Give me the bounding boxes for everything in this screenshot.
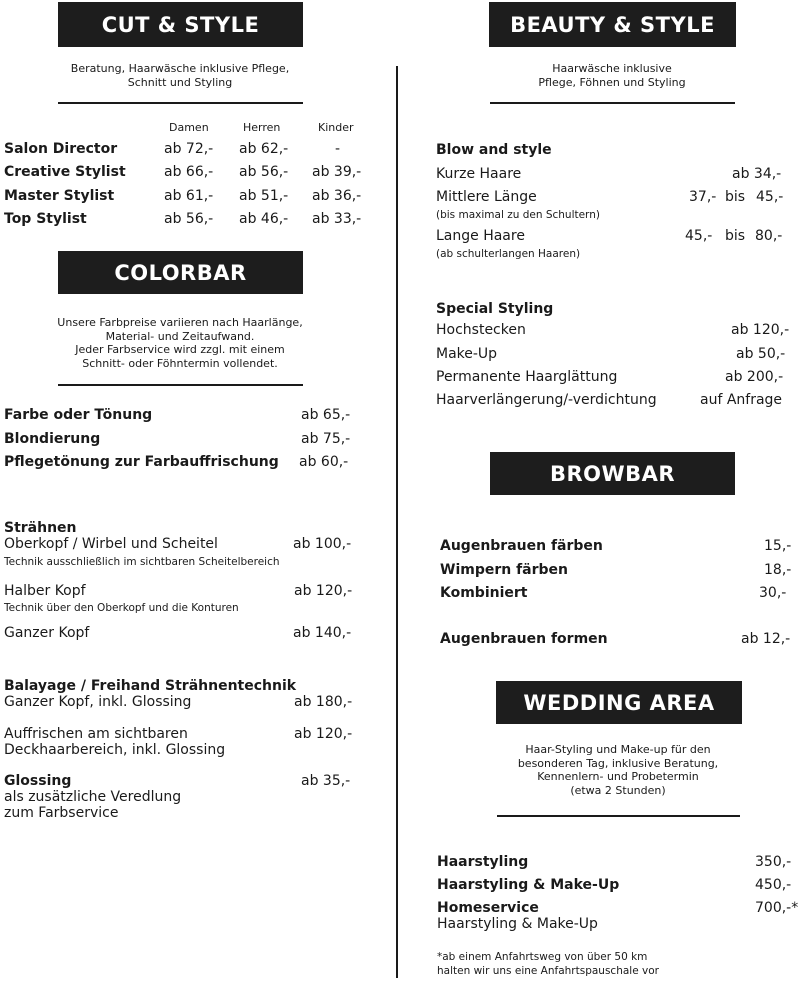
- price-herren: ab 56,-: [239, 164, 289, 180]
- lange-haare-label: Lange Haare: [436, 228, 525, 244]
- mittlere-laenge-label: Mittlere Länge: [436, 189, 537, 205]
- mittlere-laenge-from: 37,-: [689, 189, 717, 205]
- wedding-area-description: Haar-Styling und Make-up für den besonderen Tag, inklusive Beratung, Kennenlern- und Probetermin (etwa 2 Stunden): [517, 743, 719, 797]
- cut-style-title: CUT & STYLE: [101, 12, 260, 37]
- table-row-label: Salon Director: [4, 141, 118, 157]
- lange-haare-note: (ab schulterlangen Haaren): [436, 248, 581, 260]
- browbar-item-price: 18,-: [764, 562, 792, 578]
- column-header-damen: Damen: [169, 121, 209, 134]
- browbar-item-label: Kombiniert: [440, 585, 528, 601]
- wedding-footnote-line1: *ab einem Anfahrtsweg von über 50 km: [437, 951, 648, 963]
- lange-haare-bis: bis: [725, 228, 746, 244]
- price-kinder: -: [335, 141, 341, 157]
- browbar-item-price: ab 12,-: [741, 631, 791, 647]
- beauty-style-description: Haarwäsche inklusive Pflege, Föhnen und Styling: [538, 62, 686, 89]
- browbar-banner: [490, 452, 735, 495]
- colorbar-item-label: Blondierung: [4, 431, 101, 447]
- cut-style-rule: [58, 102, 303, 104]
- price-damen: ab 66,-: [164, 164, 214, 180]
- special-item-price: ab 200,-: [725, 369, 784, 385]
- blow-style-heading: Blow and style: [436, 142, 552, 158]
- colorbar-rule: [58, 384, 303, 386]
- special-item-price: ab 120,-: [731, 322, 790, 338]
- special-item-label: Haarverlängerung/-verdichtung: [436, 392, 657, 408]
- balayage-item-label: Auffrischen am sichtbaren: [4, 726, 188, 742]
- straehnen-heading: Strähnen: [4, 520, 77, 536]
- straehnen-item-label: Ganzer Kopf: [4, 625, 90, 641]
- colorbar-item-price: ab 60,-: [299, 454, 349, 470]
- straehnen-item-note: Technik über den Oberkopf und die Konturen: [4, 602, 239, 614]
- colorbar-item-price: ab 65,-: [301, 407, 351, 423]
- browbar-item-label: Wimpern färben: [440, 562, 569, 578]
- lange-haare-from: 45,-: [685, 228, 713, 244]
- glossing-note-line2: zum Farbservice: [4, 805, 119, 821]
- cut-style-banner: [58, 2, 303, 47]
- wedding-item-label: Haarstyling & Make-Up: [437, 877, 620, 893]
- glossing-note-line1: als zusätzliche Veredlung: [4, 789, 182, 805]
- browbar-item-price: 30,-: [759, 585, 787, 601]
- browbar-item-label: Augenbrauen formen: [440, 631, 608, 647]
- price-damen: ab 56,-: [164, 211, 214, 227]
- balayage-item-price: ab 120,-: [294, 726, 353, 742]
- price-kinder: ab 39,-: [312, 164, 362, 180]
- special-item-price: ab 50,-: [736, 346, 786, 362]
- balayage-item-label-line2: Deckhaarbereich, inkl. Glossing: [4, 742, 226, 758]
- column-header-herren: Herren: [243, 121, 281, 134]
- column-divider: [396, 66, 398, 978]
- browbar-item-label: Augenbrauen färben: [440, 538, 603, 554]
- colorbar-item-label: Farbe oder Tönung: [4, 407, 153, 423]
- colorbar-title: COLORBAR: [114, 260, 247, 285]
- special-item-label: Make-Up: [436, 346, 498, 362]
- column-header-kinder: Kinder: [318, 121, 354, 134]
- wedding-item-label: Haarstyling: [437, 854, 529, 870]
- special-item-price: auf Anfrage: [700, 392, 783, 408]
- straehnen-item-price: ab 140,-: [293, 625, 352, 641]
- wedding-footnote-line2: halten wir uns eine Anfahrtspauschale vor: [437, 965, 659, 977]
- lange-haare-to: 80,-: [755, 228, 783, 244]
- price-damen: ab 72,-: [164, 141, 214, 157]
- straehnen-item-label: Oberkopf / Wirbel und Scheitel: [4, 536, 218, 552]
- mittlere-laenge-bis: bis: [725, 189, 746, 205]
- balayage-item-price: ab 180,-: [294, 694, 353, 710]
- wedding-area-banner: [496, 681, 742, 724]
- straehnen-item-label: Halber Kopf: [4, 583, 86, 599]
- price-herren: ab 46,-: [239, 211, 289, 227]
- special-item-label: Permanente Haarglättung: [436, 369, 618, 385]
- colorbar-item-label: Pflegetönung zur Farbauffrischung: [4, 454, 279, 470]
- price-kinder: ab 33,-: [312, 211, 362, 227]
- wedding-item-price: 700,-*: [755, 900, 799, 916]
- colorbar-description: Unsere Farbpreise variieren nach Haarlänge, Material- und Zeitaufwand. Jeder Farbservice wird zzgl. mit einem Schnitt- oder Föhntermin vollendet.: [57, 316, 303, 370]
- table-row-label: Creative Stylist: [4, 164, 126, 180]
- beauty-style-banner: [489, 2, 736, 47]
- wedding-item-label: Homeservice: [437, 900, 539, 916]
- straehnen-item-price: ab 120,-: [294, 583, 353, 599]
- colorbar-banner: [58, 251, 303, 294]
- wedding-area-title: WEDDING AREA: [523, 690, 715, 715]
- special-styling-heading: Special Styling: [436, 301, 554, 317]
- browbar-item-price: 15,-: [764, 538, 792, 554]
- glossing-label: Glossing: [4, 773, 72, 789]
- browbar-title: BROWBAR: [549, 461, 676, 486]
- kurze-haare-label: Kurze Haare: [436, 166, 522, 182]
- beauty-style-rule: [490, 102, 735, 104]
- wedding-item-sub: Haarstyling & Make-Up: [437, 916, 598, 932]
- mittlere-laenge-note: (bis maximal zu den Schultern): [436, 209, 600, 221]
- price-damen: ab 61,-: [164, 188, 214, 204]
- price-kinder: ab 36,-: [312, 188, 362, 204]
- colorbar-item-price: ab 75,-: [301, 431, 351, 447]
- wedding-area-rule: [497, 815, 740, 817]
- wedding-item-price: 450,-: [755, 877, 792, 893]
- table-row-label: Top Stylist: [4, 211, 87, 227]
- balayage-item-label: Ganzer Kopf, inkl. Glossing: [4, 694, 192, 710]
- table-row-label: Master Stylist: [4, 188, 115, 204]
- kurze-haare-price: ab 34,-: [732, 166, 782, 182]
- glossing-price: ab 35,-: [301, 773, 351, 789]
- special-item-label: Hochstecken: [436, 322, 526, 338]
- balayage-heading: Balayage / Freihand Strähnentechnik: [4, 678, 297, 694]
- straehnen-item-note: Technik ausschließlich im sichtbaren Scheitelbereich: [4, 556, 280, 568]
- straehnen-item-price: ab 100,-: [293, 536, 352, 552]
- price-herren: ab 62,-: [239, 141, 289, 157]
- mittlere-laenge-to: 45,-: [756, 189, 784, 205]
- cut-style-description: Beratung, Haarwäsche inklusive Pflege, Schnitt und Styling: [70, 62, 290, 89]
- wedding-item-price: 350,-: [755, 854, 792, 870]
- price-herren: ab 51,-: [239, 188, 289, 204]
- beauty-style-title: BEAUTY & STYLE: [510, 12, 715, 37]
